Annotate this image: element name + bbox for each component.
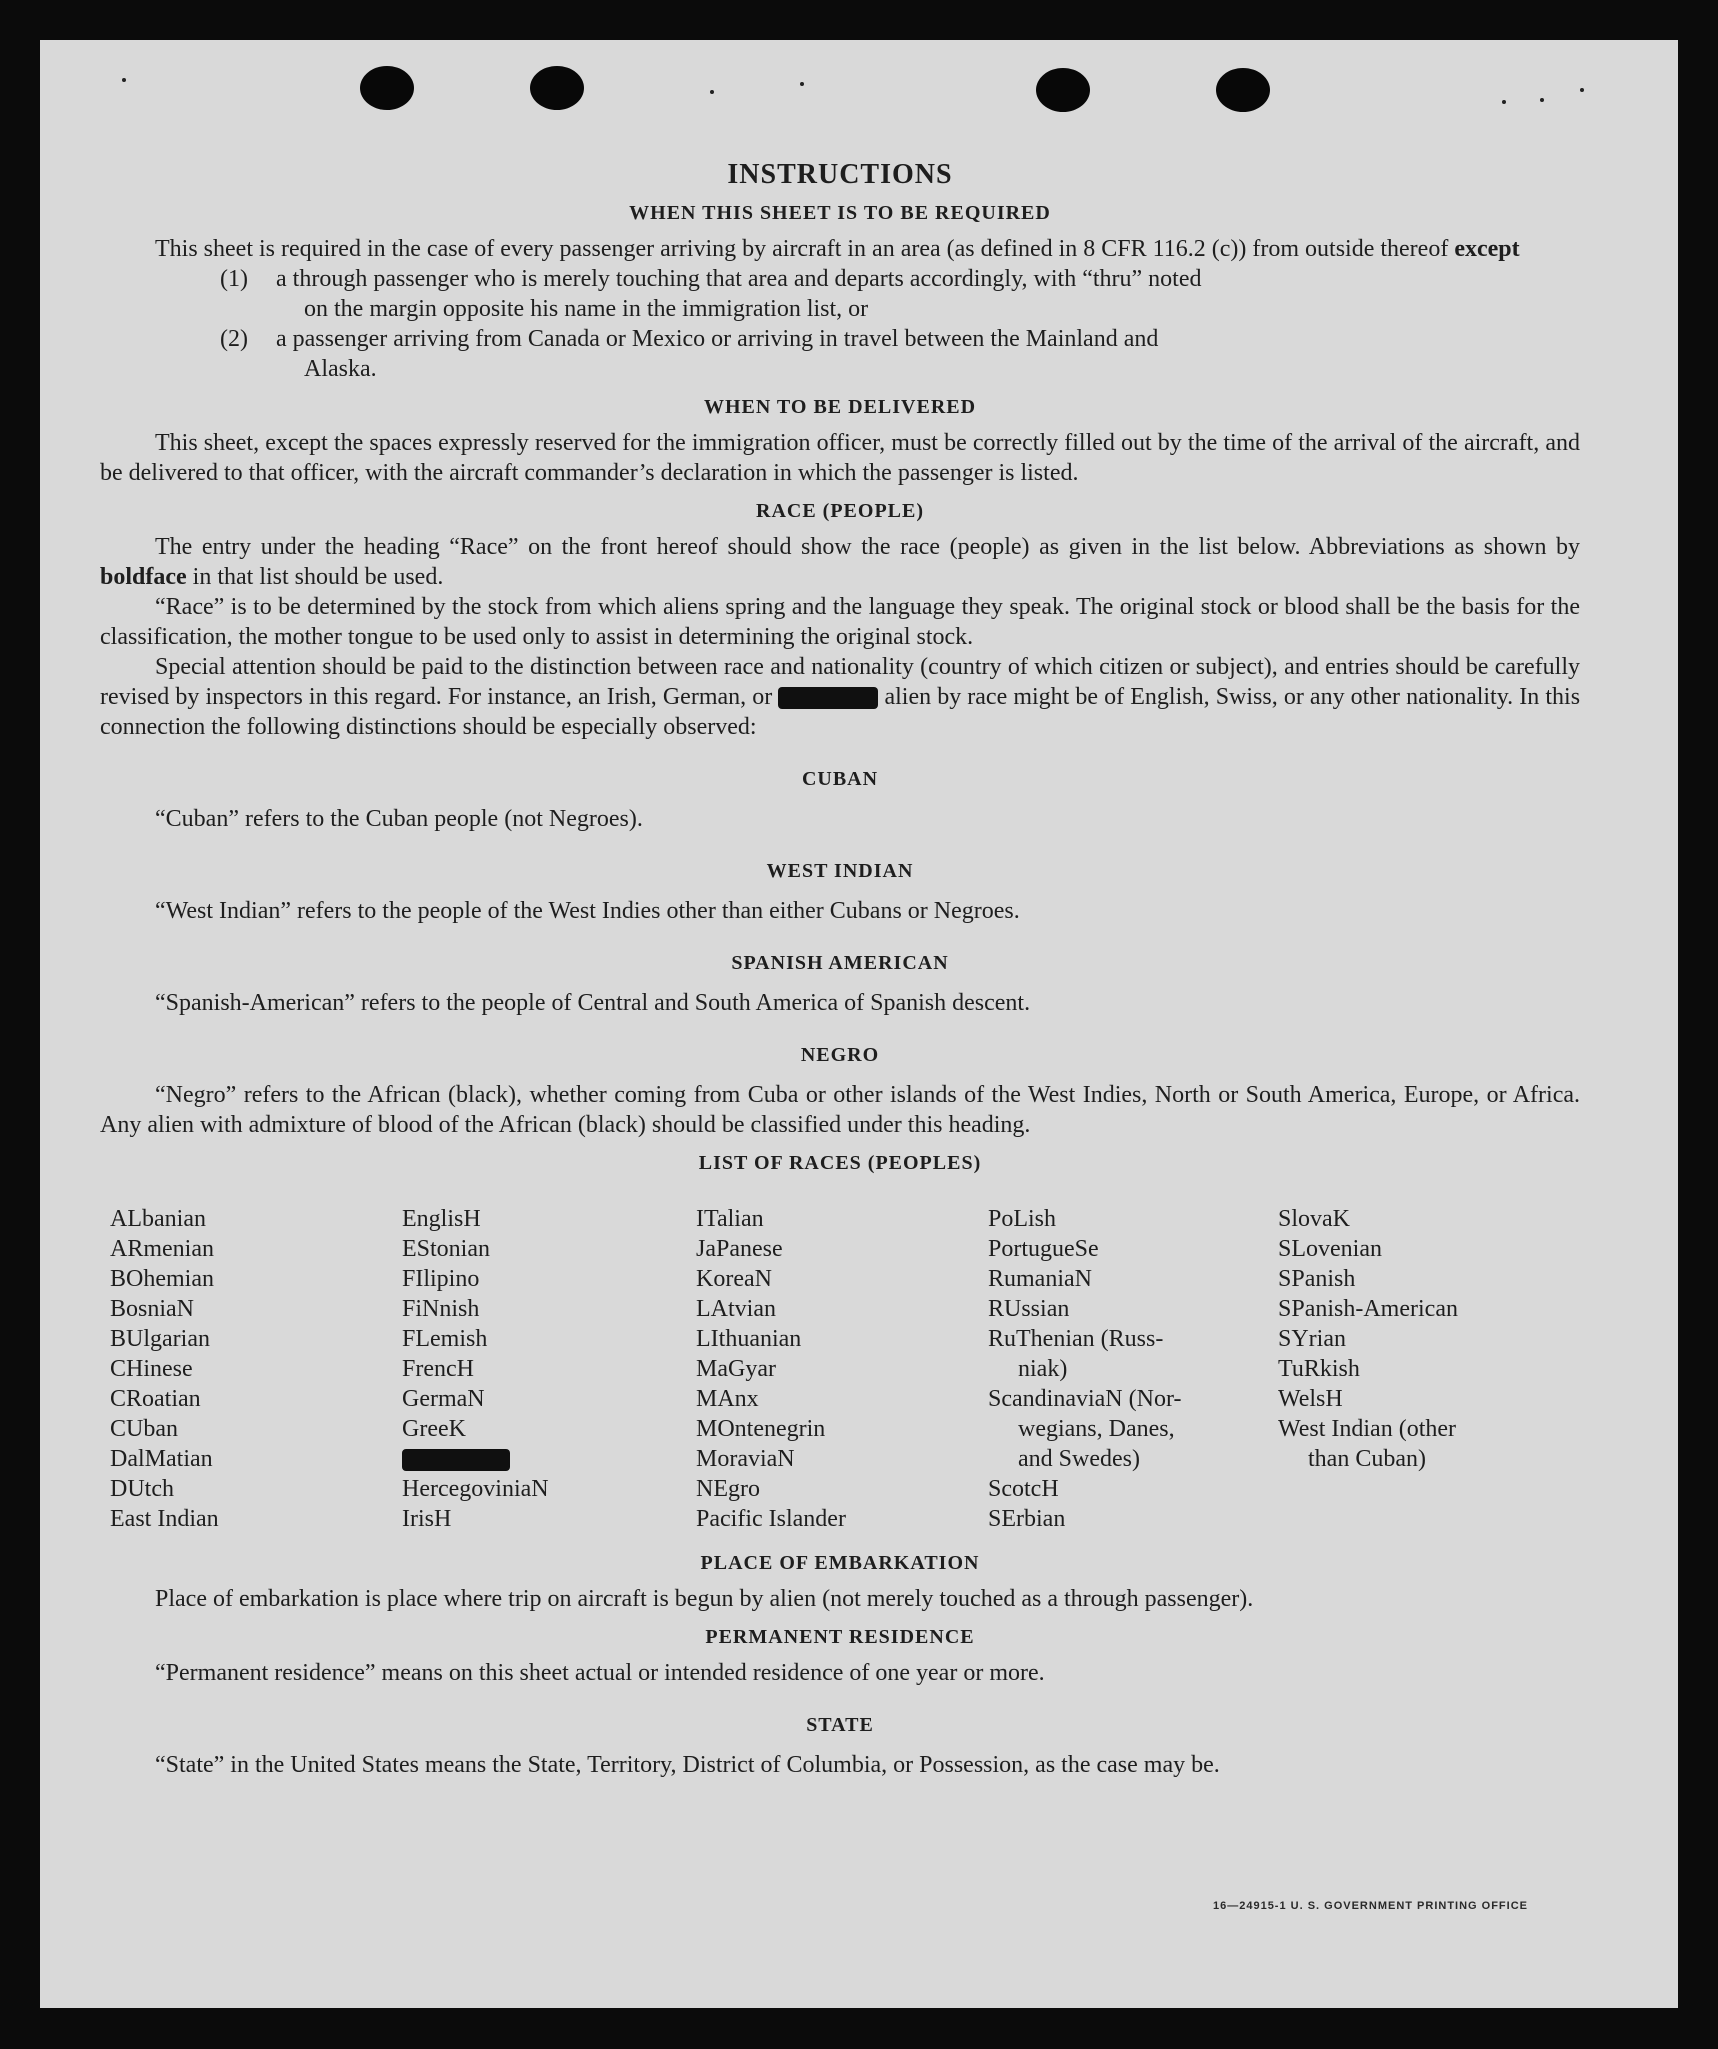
race-entry: LIthuanian: [696, 1326, 802, 1352]
race-entry: BosniaN: [110, 1296, 194, 1322]
exception-item-1: (1) a through passenger who is merely touching that area and departs accordingly, with “thru” noted on the margin opposite his name in the immigration list, or: [220, 266, 1202, 322]
race-entry: JaPanese: [696, 1236, 783, 1262]
race-entry: ITalian: [696, 1206, 764, 1232]
punch-hole: [1036, 68, 1090, 112]
exception-item-2: (2) a passenger arriving from Canada or Mexico or arriving in travel between the Mainland and Alaska.: [220, 326, 1159, 382]
punch-hole: [1216, 68, 1270, 112]
race-entry: NEgro: [696, 1476, 760, 1502]
redaction-mark: [402, 1449, 510, 1471]
section-heading-spanish-american: SPANISH AMERICAN: [731, 952, 949, 974]
race-entry: EnglisH: [402, 1206, 481, 1232]
race-entry: SPanish: [1278, 1266, 1356, 1292]
west-indian-text: “West Indian” refers to the people of the West Indies other than either Cubans or Negroes.: [155, 898, 1020, 924]
race-entry: PoLish: [988, 1206, 1057, 1232]
race-entry: CRoatian: [110, 1386, 201, 1412]
race-entry: East Indian: [110, 1506, 219, 1532]
race-entry: BUlgarian: [110, 1326, 210, 1352]
spanish-american-text: “Spanish-American” refers to the people of Central and South America of Spanish descent.: [155, 990, 1031, 1016]
race-entry: SYrian: [1278, 1326, 1346, 1352]
state-text: “State” in the United States means the State, Territory, District of Columbia, or Possession, as the case may be.: [155, 1752, 1220, 1778]
section-heading-state: STATE: [806, 1714, 874, 1736]
race-entry: FIlipino: [402, 1266, 480, 1292]
section-heading-when-delivered: WHEN TO BE DELIVERED: [703, 396, 977, 418]
form-number-footer: 16—24915-1 U. S. GOVERNMENT PRINTING OFFICE: [1212, 1900, 1528, 1912]
race-entry-continued: niak): [1018, 1356, 1068, 1382]
races-column-4: [988, 1204, 1278, 1534]
race-entry: RumaniaN: [988, 1266, 1092, 1292]
race-entry: GermaN: [402, 1386, 485, 1412]
race-entry: West Indian (other: [1278, 1416, 1457, 1442]
race-entry: ARmenian: [110, 1236, 214, 1262]
punch-hole: [530, 66, 584, 110]
race-entry: MAnx: [696, 1386, 759, 1412]
race-entry: GreeK: [402, 1416, 466, 1442]
cuban-text: “Cuban” refers to the Cuban people (not Negroes).: [155, 806, 643, 832]
race-entry: TuRkish: [1278, 1356, 1360, 1382]
speck: [1502, 100, 1506, 104]
race-entry: FiNnish: [402, 1296, 480, 1322]
race-entry: MOntenegrin: [696, 1416, 826, 1442]
races-column-5: [1278, 1204, 1568, 1534]
race-entry: KoreaN: [696, 1266, 772, 1292]
race-entry: CUban: [110, 1416, 178, 1442]
race-entry: MaGyar: [696, 1356, 776, 1382]
race-entry: Pacific Islander: [696, 1506, 846, 1532]
race-entry-continued: than Cuban): [1308, 1446, 1426, 1472]
race-entry: PortugueSe: [988, 1236, 1099, 1262]
permanent-residence-text: “Permanent residence” means on this sheet actual or intended residence of one year or more.: [155, 1660, 1045, 1686]
race-entry: BOhemian: [110, 1266, 214, 1292]
race-entry: CHinese: [110, 1356, 193, 1382]
race-entry-continued: and Swedes): [1018, 1446, 1140, 1472]
race-entry: EStonian: [402, 1236, 490, 1262]
speck: [122, 78, 126, 82]
speck: [1580, 88, 1584, 92]
race-entry: ScotcH: [988, 1476, 1059, 1502]
race-entry: ALbanian: [110, 1206, 206, 1232]
instructions-content: [100, 160, 1580, 1780]
when-required-intro: This sheet is required in the case of every passenger arriving by aircraft in an area (as defined in 8 CFR 116.2 (c)) from outside thereof except: [155, 236, 1520, 262]
race-entry: DUtch: [110, 1476, 174, 1502]
race-entry: FLemish: [402, 1326, 488, 1352]
section-heading-list-of-races: LIST OF RACES (PEOPLES): [698, 1152, 982, 1174]
race-entry: SLovenian: [1278, 1236, 1382, 1262]
races-column-3: [696, 1204, 988, 1534]
page-title: INSTRUCTIONS: [727, 159, 953, 190]
race-entry: ScandinaviaN (Nor-: [988, 1386, 1182, 1412]
race-entry: SlovaK: [1278, 1206, 1350, 1232]
race-entry: HercegoviniaN: [402, 1476, 549, 1502]
race-entry: MoraviaN: [696, 1446, 795, 1472]
section-heading-when-required: WHEN THIS SHEET IS TO BE REQUIRED: [629, 202, 1051, 224]
punch-hole: [360, 66, 414, 110]
redaction-mark: [778, 687, 878, 709]
races-list: [110, 1204, 1580, 1534]
section-heading-embarkation: PLACE OF EMBARKATION: [700, 1552, 980, 1574]
race-entry-redacted: [402, 1444, 696, 1474]
races-column-2: [402, 1204, 696, 1534]
race-entry: RuThenian (Russ-: [988, 1326, 1164, 1352]
embarkation-text: Place of embarkation is place where trip on aircraft is begun by alien (not merely touched as a through passenger).: [155, 1586, 1254, 1612]
race-entry: IrisH: [402, 1506, 452, 1532]
race-entry-continued: wegians, Danes,: [1018, 1416, 1175, 1442]
section-heading-cuban: CUBAN: [801, 768, 879, 790]
speck: [800, 82, 804, 86]
when-delivered-text: This sheet, except the spaces expressly reserved for the immigration officer, must be correctly filled out by the time of the arrival of the aircraft, and be delivered to that officer, with the aircraft commander’s declaration in which the passenger is listed.: [100, 430, 1580, 486]
document-sheet: [40, 40, 1678, 2008]
race-entry: WelsH: [1278, 1386, 1343, 1412]
race-entry: DalMatian: [110, 1446, 213, 1472]
section-heading-race: RACE (PEOPLE): [756, 500, 924, 522]
speck: [710, 90, 714, 94]
race-entry: FrencH: [402, 1356, 474, 1382]
races-column-1: [110, 1204, 402, 1534]
section-heading-west-indian: WEST INDIAN: [766, 860, 914, 882]
speck: [1540, 98, 1544, 102]
section-heading-permanent-residence: PERMANENT RESIDENCE: [705, 1626, 975, 1648]
race-entry: LAtvian: [696, 1296, 776, 1322]
race-entry: RUssian: [988, 1296, 1070, 1322]
race-paragraph-2: “Race” is to be determined by the stock from which aliens spring and the language they speak. The original stock or blood shall be the basis for the classification, the mother tongue to be used only to assist in determining the original stock.: [100, 594, 1580, 650]
race-paragraph-3: Special attention should be paid to the distinction between race and nationality (country of which citizen or subject), and entries should be carefully revised by inspectors in this regard. For instance, an Irish, German, or alien by race might be of English, Swiss, or any other nationality. In this connection the following distinctions should be especially observed:: [100, 654, 1581, 740]
race-entry: SErbian: [988, 1506, 1066, 1532]
race-entry: SPanish-American: [1278, 1296, 1458, 1322]
section-heading-negro: NEGRO: [800, 1044, 880, 1066]
negro-text: “Negro” refers to the African (black), whether coming from Cuba or other islands of the West Indies, North or South America, Europe, or Africa. Any alien with admixture of blood of the African (black) should be classified under this heading.: [100, 1082, 1580, 1138]
race-paragraph-1: The entry under the heading “Race” on the front hereof should show the race (people) as given in the list below. Abbreviations as shown by boldface in that list should be used.: [100, 534, 1580, 590]
